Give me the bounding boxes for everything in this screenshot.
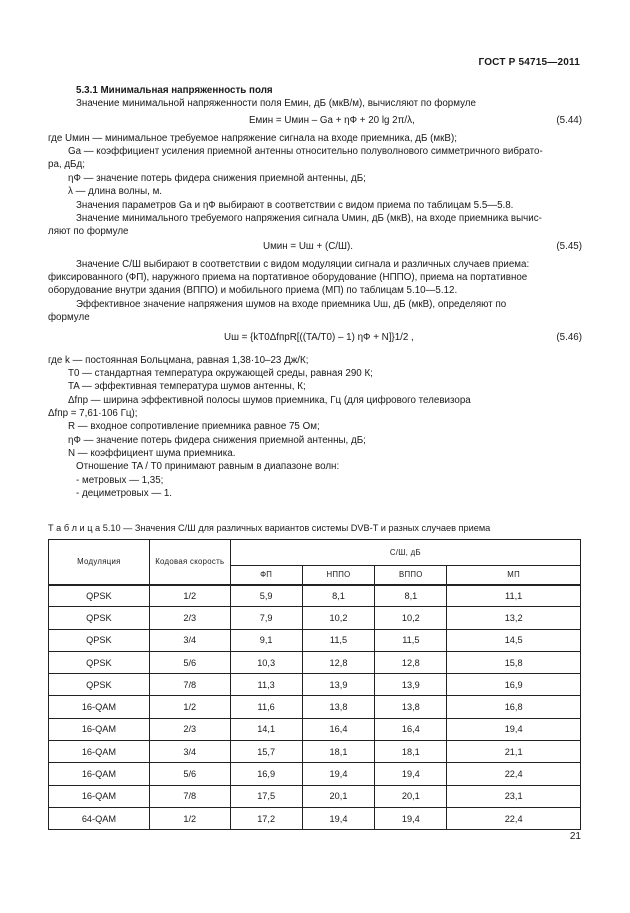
text-line: где Uмин — минимальное требуемое напряжение сигнала на входе приемника, дБ (мкВ); (48, 133, 457, 144)
cell: 13,2 (447, 607, 581, 629)
cell: 13,8 (302, 696, 375, 718)
cell: 15,7 (230, 741, 302, 763)
table-row (49, 807, 581, 829)
cell: 16,9 (447, 674, 581, 696)
text-line: - метровых — 1,35; (76, 475, 164, 486)
text-line: TA — эффективная температура шумов антенны, К; (68, 381, 306, 392)
cell: 7,9 (230, 607, 302, 629)
table-row (49, 763, 581, 785)
cell: 12,8 (302, 651, 375, 673)
text-line: ляют по формуле (48, 226, 129, 237)
cell: 22,4 (447, 763, 581, 785)
cell: 14,5 (447, 629, 581, 651)
cell: 9,1 (230, 629, 302, 651)
text-line: Δfпр = 7,61·106 Гц); (48, 408, 138, 419)
text-line: Значения параметров Gа и ηФ выбирают в соответствии с видом приема по таблицам 5.5—5.8. (76, 200, 514, 211)
cell: 1/2 (149, 696, 230, 718)
cell: 13,9 (302, 674, 375, 696)
text-line: формуле (48, 312, 90, 323)
equation-number: (5.45) (556, 241, 582, 252)
text-line: оборудование внутри здания (ВППО) и мобильного приема (МП) по таблицам 5.10—5.12. (48, 285, 458, 296)
header-vppo: ВППО (375, 566, 447, 585)
cell: 11,5 (375, 629, 447, 651)
equation-number: (5.44) (556, 115, 582, 126)
cell: 22,4 (447, 807, 581, 829)
cell: QPSK (49, 607, 150, 629)
page-number: 21 (569, 831, 581, 842)
cell: 11,1 (447, 585, 581, 607)
table-row (49, 607, 581, 629)
cell: 16,8 (447, 696, 581, 718)
cell: 1/2 (149, 807, 230, 829)
table-row (49, 785, 581, 807)
text-line: R — входное сопротивление приемника равное 75 Ом; (68, 421, 320, 432)
cell: 16-QAM (49, 718, 150, 740)
cell: 16-QAM (49, 741, 150, 763)
text-line: - дециметровых — 1. (76, 488, 173, 499)
cell: 20,1 (375, 785, 447, 807)
table-row (49, 629, 581, 651)
cell: 13,9 (375, 674, 447, 696)
cell: 20,1 (302, 785, 375, 807)
cell: 18,1 (302, 741, 375, 763)
header-snr-group: С/Ш, дБ (230, 540, 580, 566)
text-line: Gа — коэффициент усиления приемной антенны относительно полуволнового симметричного вибрато- (68, 146, 543, 157)
cell: 2/3 (149, 607, 230, 629)
table-row (49, 741, 581, 763)
text-line: Эффективное значение напряжения шумов на входе приемника Uш, дБ (мкВ), определяют по (76, 299, 507, 310)
table-row (49, 651, 581, 673)
cell: 17,2 (230, 807, 302, 829)
text-line: λ — длина волны, м. (68, 186, 163, 197)
text-line: Отношение TA / T0 принимают равным в диапазоне волн: (76, 461, 340, 472)
formula-5-44: Eмин = Uмин – Gа + ηФ + 20 lg 2π/λ, (249, 115, 415, 126)
cell: 21,1 (447, 741, 581, 763)
cell: 3/4 (149, 629, 230, 651)
cell: 2/3 (149, 718, 230, 740)
header-mp: МП (447, 566, 581, 585)
cell: 8,1 (302, 585, 375, 607)
cell: 15,8 (447, 651, 581, 673)
formula-5-45: Uмин = Uш + (С/Ш). (263, 241, 353, 252)
cell: 16,9 (230, 763, 302, 785)
text-line: ηФ — значение потерь фидера снижения приемной антенны, дБ; (68, 173, 366, 184)
cell: 64-QAM (49, 807, 150, 829)
cell: 3/4 (149, 741, 230, 763)
cell: 10,2 (375, 607, 447, 629)
cell: 19,4 (447, 718, 581, 740)
cell: 16-QAM (49, 785, 150, 807)
cell: 11,3 (230, 674, 302, 696)
text-line: ηФ — значение потерь фидера снижения приемной антенны, дБ; (68, 435, 366, 446)
text-line: где k — постоянная Больцмана, равная 1,38·10–23 Дж/К; (48, 355, 309, 366)
table-caption: Т а б л и ц а 5.10 — Значения С/Ш для различных вариантов системы DVB-T и разных случаев приема (48, 523, 491, 533)
header-fp: ФП (230, 566, 302, 585)
table-row (49, 585, 581, 607)
cell: 16,4 (375, 718, 447, 740)
equation-number: (5.46) (556, 332, 582, 343)
cell: 19,4 (375, 763, 447, 785)
text-line: N — коэффициент шума приемника. (68, 448, 236, 459)
table-row (49, 718, 581, 740)
cell: 5/6 (149, 651, 230, 673)
cell: 1/2 (149, 585, 230, 607)
cell: 11,6 (230, 696, 302, 718)
cell: 10,3 (230, 651, 302, 673)
cell: 7/8 (149, 674, 230, 696)
cell: 5,9 (230, 585, 302, 607)
formula-5-46: Uш = {kT0ΔfпрR[((TA/T0) – 1) ηФ + N]}1/2 , (224, 332, 414, 343)
cell: QPSK (49, 585, 150, 607)
cell: QPSK (49, 674, 150, 696)
header-modulation: Модуляция (49, 540, 150, 585)
cell: 7/8 (149, 785, 230, 807)
cell: 16,4 (302, 718, 375, 740)
snr-table (48, 539, 581, 830)
cell: 10,2 (302, 607, 375, 629)
table-row (49, 696, 581, 718)
text-line: Значение С/Ш выбирают в соответствии с видом модуляции сигнала и различных случаев приема: (76, 259, 530, 270)
header-nppo: НППО (302, 566, 375, 585)
cell: 16-QAM (49, 763, 150, 785)
text-line: ра, дБд; (48, 159, 85, 170)
table-row (49, 674, 581, 696)
cell: QPSK (49, 629, 150, 651)
cell: 18,1 (375, 741, 447, 763)
cell: 23,1 (447, 785, 581, 807)
cell: 8,1 (375, 585, 447, 607)
text-line: T0 — стандартная температура окружающей среды, равная 290 К; (68, 368, 373, 379)
text-line: Значение минимальной напряженности поля Eмин, дБ (мкВ/м), вычисляют по формуле (76, 98, 476, 109)
cell: 19,4 (302, 807, 375, 829)
cell: 19,4 (375, 807, 447, 829)
cell: 12,8 (375, 651, 447, 673)
cell: 11,5 (302, 629, 375, 651)
cell: QPSK (49, 651, 150, 673)
document-standard-header: ГОСТ Р 54715—2011 (478, 57, 580, 68)
text-line: фиксированного (ФП), наружного приема на портативное оборудование (НППО), приема на портативное (48, 272, 528, 283)
cell: 17,5 (230, 785, 302, 807)
cell: 5/6 (149, 763, 230, 785)
text-line: Δfпр — ширина эффективной полосы шумов приемника, Гц (для цифрового телевизора (68, 395, 471, 406)
text-line: Значение минимального требуемого напряжения сигнала Uмин, дБ (мкВ), на входе приемника вычис- (76, 213, 542, 224)
cell: 14,1 (230, 718, 302, 740)
cell: 19,4 (302, 763, 375, 785)
section-heading: 5.3.1 Минимальная напряженность поля (76, 85, 273, 96)
header-code-rate: Кодовая скорость (149, 540, 230, 585)
cell: 16-QAM (49, 696, 150, 718)
cell: 13,8 (375, 696, 447, 718)
